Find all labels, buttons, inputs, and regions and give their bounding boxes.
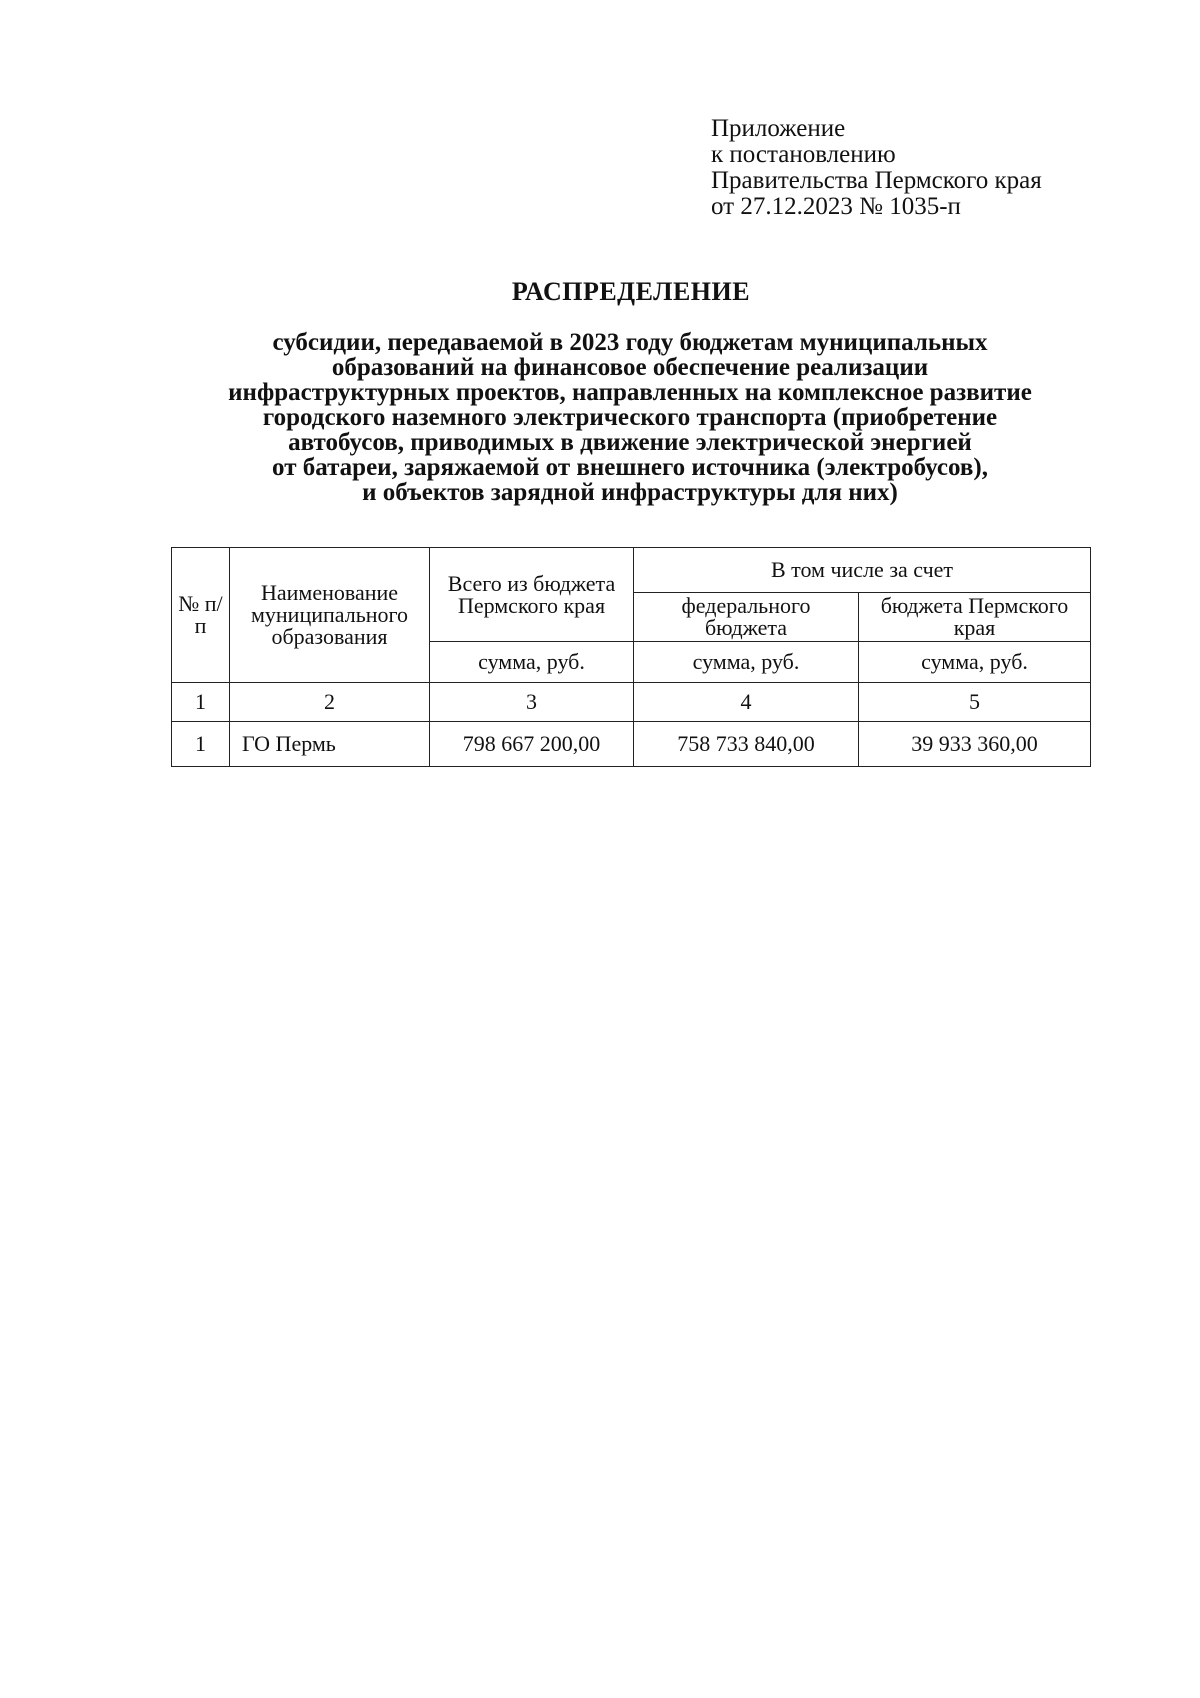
column-number: 4	[634, 683, 859, 722]
header-sum-federal: сумма, руб.	[634, 642, 859, 683]
row-num: 1	[172, 722, 230, 767]
appendix-block	[711, 116, 1042, 220]
distribution-table	[171, 547, 1091, 767]
subtitle-line: автобусов, приводимых в движение электрической энергией	[288, 429, 972, 456]
row-federal: 758 733 840,00	[634, 722, 859, 767]
column-number: 5	[859, 683, 1091, 722]
header-regional: бюджета Пермского края	[859, 593, 1091, 642]
row-total: 798 667 200,00	[430, 722, 634, 767]
column-number-row	[172, 683, 1091, 722]
document-title: РАСПРЕДЕЛЕНИЕ	[511, 277, 751, 306]
column-number: 2	[230, 683, 430, 722]
subtitle-line: инфраструктурных проектов, направленных на комплексное развитие	[228, 379, 1032, 406]
document-subtitle	[160, 330, 1100, 505]
subtitle-line: городского наземного электрического транспорта (приобретение	[262, 404, 998, 431]
appendix-line: Приложение	[711, 115, 846, 142]
header-num: № п/п	[172, 548, 230, 683]
column-number: 1	[172, 683, 230, 722]
subtitle-line: образований на финансовое обеспечение реализации	[331, 354, 929, 381]
row-regional: 39 933 360,00	[859, 722, 1091, 767]
row-name: ГО Пермь	[230, 722, 430, 767]
header-total: Всего из бюджета Пермского края	[430, 548, 634, 642]
column-number: 3	[430, 683, 634, 722]
table-row	[172, 722, 1091, 767]
subtitle-line: субсидии, передаваемой в 2023 году бюджетам муниципальных	[272, 329, 988, 356]
header-name: Наименование муниципального образования	[230, 548, 430, 683]
appendix-line: от 27.12.2023 № 1035-п	[711, 193, 961, 220]
appendix-line: к постановлению	[711, 141, 896, 168]
subtitle-line: и объектов зарядной инфраструктуры для них)	[362, 479, 898, 506]
header-federal: федерального бюджета	[634, 593, 859, 642]
header-sum-regional: сумма, руб.	[859, 642, 1091, 683]
subtitle-line: от батареи, заряжаемой от внешнего источника (электробусов),	[272, 454, 988, 481]
header-sum-total: сумма, руб.	[430, 642, 634, 683]
appendix-line: Правительства Пермского края	[711, 167, 1042, 194]
header-including: В том числе за счет	[634, 548, 1091, 593]
